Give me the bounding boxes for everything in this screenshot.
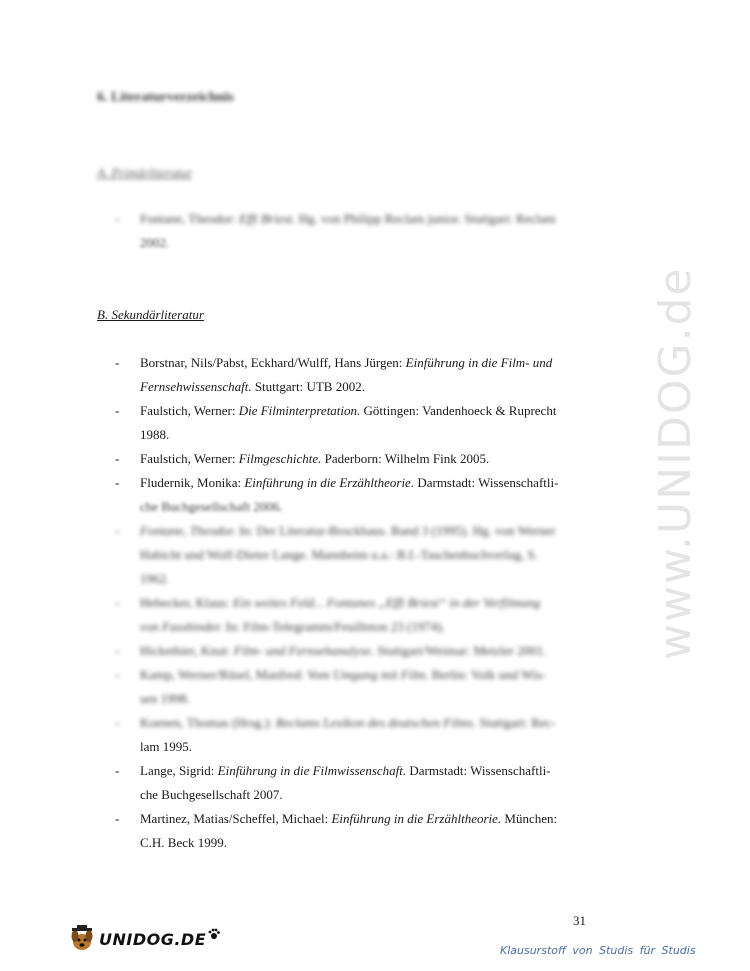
entry-line-1 bbox=[140, 519, 585, 543]
unidog-logo bbox=[68, 925, 220, 953]
entry-line-1 bbox=[140, 471, 585, 495]
watermark-text: www.UNIDOG.de bbox=[650, 266, 701, 660]
secondary-entry-2 bbox=[115, 399, 585, 447]
footer-slogan: Klausurstoff von Studis für Studis bbox=[500, 944, 696, 957]
entry-publication: In: Der Literatur-Brockhaus. Band 3 (1995). Hg. von Werner bbox=[238, 523, 556, 538]
entry-title: Filmgeschichte. bbox=[238, 451, 322, 466]
secondary-entry-4 bbox=[115, 471, 585, 519]
entry-author: Lange, Sigrid: bbox=[140, 763, 215, 778]
entry-title: Effi Briest. bbox=[239, 211, 296, 226]
entry-publication: Stuttgart: UTB 2002. bbox=[254, 379, 365, 394]
primary-literature-heading: A. Primärliteratur bbox=[97, 165, 193, 180]
entry-line-1 bbox=[140, 399, 585, 423]
entry-title: Einführung in die Film- und bbox=[405, 355, 553, 370]
entry-line-1 bbox=[140, 447, 585, 471]
bullet-dash: - bbox=[115, 523, 120, 538]
bullet-dash: - bbox=[115, 211, 120, 226]
entry-line-2: che Buchgesellschaft 2006. bbox=[140, 499, 283, 514]
bullet-dash: - bbox=[115, 643, 120, 658]
secondary-entry-6 bbox=[115, 591, 585, 639]
entry-publication: München: bbox=[504, 811, 558, 826]
bullet-dash: - bbox=[115, 715, 120, 730]
entry-line-1 bbox=[140, 759, 585, 783]
entry-title-cont: Fernsehwissenschaft. bbox=[140, 379, 252, 394]
primary-entry-1 bbox=[115, 207, 585, 255]
secondary-entry-1 bbox=[115, 351, 585, 399]
entry-title: Fontane, Theodor. bbox=[140, 523, 236, 538]
entry-publication: Stuttgart: Rec- bbox=[479, 715, 556, 730]
entry-line-2: 2002. bbox=[140, 235, 170, 250]
entry-publication: Darmstadt: Wissenschaftli- bbox=[409, 763, 551, 778]
bullet-dash: - bbox=[115, 595, 120, 610]
entry-line-1 bbox=[140, 639, 585, 663]
secondary-entry-11 bbox=[115, 807, 585, 855]
bullet-dash: - bbox=[115, 475, 120, 490]
entry-author: Fontane, Theodor: bbox=[140, 211, 236, 226]
entry-publication: In: Film-Telegramm/Feuilleton 23 (1974). bbox=[225, 619, 445, 634]
entry-line-2: lam 1995. bbox=[140, 739, 192, 754]
entry-publication: Hg. von Philipp Reclam junior. Stuttgart: Reclam bbox=[298, 211, 556, 226]
entry-author: Faulstich, Werner: bbox=[140, 451, 236, 466]
bullet-dash: - bbox=[115, 451, 120, 466]
entry-line-2 bbox=[140, 615, 585, 639]
bullet-dash: - bbox=[115, 403, 120, 418]
secondary-entry-5 bbox=[115, 519, 585, 591]
watermark bbox=[650, 250, 710, 670]
secondary-literature-heading: B. Sekundärliteratur bbox=[97, 307, 204, 322]
logo-text: UNIDOG.DE bbox=[99, 929, 207, 949]
entry-author: Borstnar, Nils/Pabst, Eckhard/Wulff, Hans Jürgen: bbox=[140, 355, 403, 370]
entry-title: Einführung in die Erzähltheorie. bbox=[244, 475, 415, 490]
bullet-dash: - bbox=[115, 763, 120, 778]
entry-line-1 bbox=[140, 207, 585, 231]
entry-line-1 bbox=[140, 591, 585, 615]
secondary-entry-10 bbox=[115, 759, 585, 807]
entry-line-1 bbox=[140, 351, 585, 375]
entry-author: Fludernik, Monika: bbox=[140, 475, 242, 490]
entry-line-1 bbox=[140, 807, 585, 831]
entry-title: Ein weites Feld... Fontanes „Effi Briest“ in der Verfilmung bbox=[232, 595, 541, 610]
entry-title: Einführung in die Filmwissenschaft. bbox=[217, 763, 407, 778]
entry-title: Die Filminterpretation. bbox=[238, 403, 361, 418]
entry-title: Film- und Fernsehanalyse. bbox=[233, 643, 375, 658]
entry-author: Martinez, Matias/Scheffel, Michael: bbox=[140, 811, 329, 826]
entry-line-3: 1962. bbox=[140, 571, 170, 586]
entry-author: Hebecker, Klaus: bbox=[140, 595, 230, 610]
entry-title-cont: von Fassbinder. bbox=[140, 619, 223, 634]
dog-icon bbox=[68, 925, 96, 953]
entry-publication: Darmstadt: Wissenschaftli- bbox=[417, 475, 559, 490]
entry-author: Koenen, Thomas (Hrsg.): bbox=[140, 715, 273, 730]
entry-publication: Stuttgart/Weimar: Metzler 2001. bbox=[377, 643, 547, 658]
entry-line-1 bbox=[140, 663, 585, 687]
entry-line-2 bbox=[140, 375, 585, 399]
entry-publication: Göttingen: Vandenhoeck & Ruprecht bbox=[363, 403, 557, 418]
secondary-entry-9 bbox=[115, 711, 585, 759]
entry-line-2: 1988. bbox=[140, 427, 170, 442]
entry-line-2: sen 1998. bbox=[140, 691, 190, 706]
paw-icon bbox=[208, 928, 220, 940]
entry-publication: Paderborn: Wilhelm Fink 2005. bbox=[324, 451, 490, 466]
entry-line-2: che Buchgesellschaft 2007. bbox=[140, 787, 283, 802]
page-number: 31 bbox=[573, 913, 586, 928]
entry-line-2: Habicht und Wolf-Dieter Lange. Mannheim u.a.: B.I.-Taschenbuchverlag, S. bbox=[140, 547, 538, 562]
secondary-entry-3 bbox=[115, 447, 585, 471]
section-heading: 6. Literaturverzeichnis bbox=[97, 90, 234, 105]
secondary-entry-8 bbox=[115, 663, 585, 711]
bullet-dash: - bbox=[115, 355, 120, 370]
entry-publication: Berlin: Volk und Wis- bbox=[431, 667, 546, 682]
entry-title: Einführung in die Erzähltheorie. bbox=[331, 811, 502, 826]
bullet-dash: - bbox=[115, 811, 120, 826]
secondary-entry-7 bbox=[115, 639, 585, 663]
entry-author: Kamp, Werner/Rüsel, Manfred: bbox=[140, 667, 305, 682]
entry-title: Vom Umgang mit Film. bbox=[307, 667, 429, 682]
bullet-dash: - bbox=[115, 667, 120, 682]
entry-author: Faulstich, Werner: bbox=[140, 403, 236, 418]
entry-author: Hickethier, Knut: bbox=[140, 643, 231, 658]
entry-line-2: C.H. Beck 1999. bbox=[140, 835, 228, 850]
entry-line-1 bbox=[140, 711, 585, 735]
entry-title: Reclams Lexikon des deutschen Films. bbox=[275, 715, 477, 730]
